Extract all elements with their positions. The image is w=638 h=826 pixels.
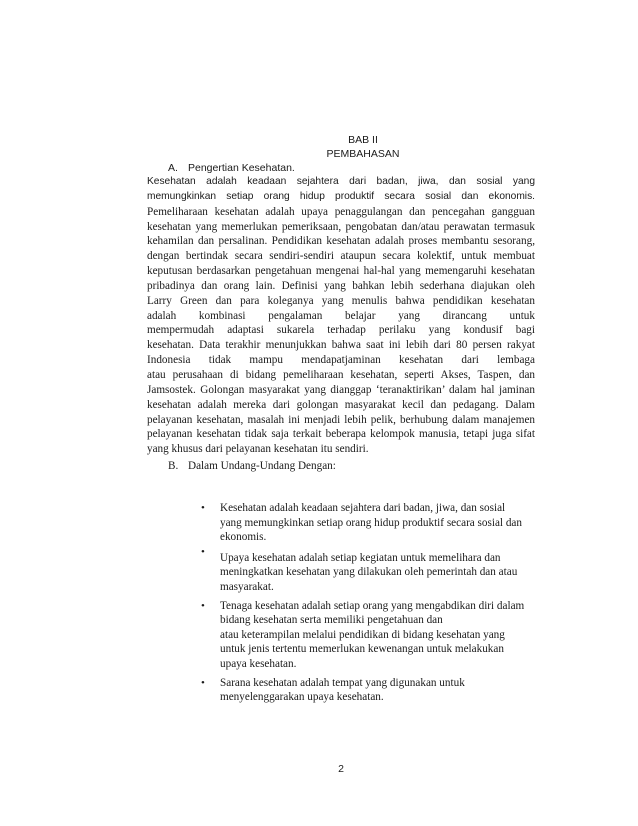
- paragraph-line: pribadinya dan orang lain. Definisi yang bahkan lebih sederhana diajukan oleh: [147, 279, 535, 292]
- chapter-number: BAB II: [348, 134, 378, 146]
- bullet-line: yang memungkinkan setiap orang hidup produktif secara sosial dan: [220, 516, 522, 529]
- paragraph-line: keputusan berdasarkan pengetahuan mengenai hal-hal yang memengaruhi kesehatan: [147, 265, 535, 278]
- paragraph-line: pelayanan kesehatan tidak saja terkait beberapa kelompok manusia, tetapi juga sifat: [147, 428, 535, 441]
- list-item: [198, 545, 543, 595]
- list-item: [198, 599, 543, 672]
- bullet-icon: •: [201, 676, 205, 689]
- paragraph-line: pelayanan kesehatan, masalah ini menjadi lebih pelik, berhubung dalam manajemen: [147, 413, 535, 426]
- page-number: 2: [338, 763, 344, 775]
- chapter-title: PEMBAHASAN: [326, 148, 400, 160]
- bullet-line: Sarana kesehatan adalah tempat yang digunakan untuk: [220, 676, 465, 689]
- section-b-heading: [168, 459, 336, 473]
- paragraph-line: atau perusahaan di bidang pemeliharaan kesehatan, seperti Akses, Taspen, dan: [147, 368, 535, 381]
- bullet-list: [198, 501, 543, 705]
- bullet-line: atau keterampilan melalui pendidikan di bidang kesehatan yang: [220, 628, 505, 641]
- bullet-icon: •: [201, 599, 205, 612]
- bullet-line: Kesehatan adalah keadaan sejahtera dari badan, jiwa, dan sosial: [220, 502, 506, 514]
- paragraph-line: Jamsostek. Golongan masyarakat yang dianggap ‘teranaktirikan’ dalam hal jaminan: [147, 383, 535, 396]
- paragraph-line: kesehatan yang memerlukan pemeriksaan, pengobatan dan/atau perawatan termasuk: [147, 220, 535, 233]
- list-item: [198, 501, 543, 545]
- paragraph-line: dengan bertindak secara sendiri-sendiri ataupun secara kolektif, untuk membuat: [147, 250, 535, 263]
- bullet-icon: •: [201, 502, 205, 514]
- section-a-heading: [168, 161, 295, 175]
- section-b-title: Dalam Undang-Undang Dengan:: [188, 460, 336, 472]
- body-paragraph: [147, 175, 535, 457]
- paragraph-line: adalah kombinasi pengalaman belajar yang dirancang untuk: [147, 309, 535, 322]
- bullet-line: meningkatkan kesehatan yang dilakukan oleh pemerintah dan atau: [220, 566, 518, 579]
- bullet-line: upaya kesehatan.: [220, 657, 297, 670]
- paragraph-line: Larry Green dan para koleganya yang menulis bahwa pendidikan kesehatan: [147, 294, 535, 307]
- paragraph-line: Indonesia tidak mampu mendapatjaminan kesehatan dari lembaga: [147, 354, 535, 367]
- section-b-letter: B.: [168, 460, 179, 472]
- paragraph-line: Kesehatan adalah keadaan sejahtera dari badan, jiwa, dan sosial yang: [147, 176, 535, 187]
- paragraph-line: Pemeliharaan kesehatan adalah upaya penaggulangan dan pencegahan gangguan: [147, 205, 535, 218]
- bullet-line: bidang kesehatan serta memiliki pengetahuan dan: [220, 614, 443, 627]
- paragraph-line: memungkinkan setiap orang hidup produktif secara sosial dan ekonomis.: [147, 190, 535, 202]
- bullet-line: ekonomis.: [220, 531, 267, 544]
- bullet-line: Tenaga kesehatan adalah setiap orang yang mengabdikan diri dalam: [220, 599, 525, 612]
- section-a-title: Pengertian Kesehatan.: [188, 162, 295, 174]
- bullet-icon: •: [201, 545, 205, 558]
- paragraph-line: kesehatan. Data terakhir menunjukkan bahwa saat ini lebih dari 80 persen rakyat: [147, 339, 535, 352]
- paragraph-line: mempermudah adaptasi sukarela terhadap perilaku yang kondusif bagi: [147, 324, 535, 337]
- paragraph-line: yang khusus dari pelayanan kesehatan itu sendiri.: [147, 443, 369, 456]
- section-a-letter: A.: [168, 162, 178, 174]
- bullet-line: masyarakat.: [220, 580, 274, 593]
- bullet-line: Upaya kesehatan adalah setiap kegiatan untuk memelihara dan: [220, 551, 501, 564]
- list-item: [198, 676, 543, 705]
- paragraph-line: kesehatan adalah mereka dari golongan masyarakat kecil dan pedagang. Dalam: [147, 398, 535, 411]
- bullet-line: menyelenggarakan upaya kesehatan.: [220, 691, 384, 704]
- paragraph-line: kehamilan dan persalinan. Pendidikan kesehatan adalah proses membantu sesorang,: [147, 235, 535, 248]
- bullet-line: untuk jenis tertentu memerlukan kewenangan untuk melakukan: [220, 643, 504, 656]
